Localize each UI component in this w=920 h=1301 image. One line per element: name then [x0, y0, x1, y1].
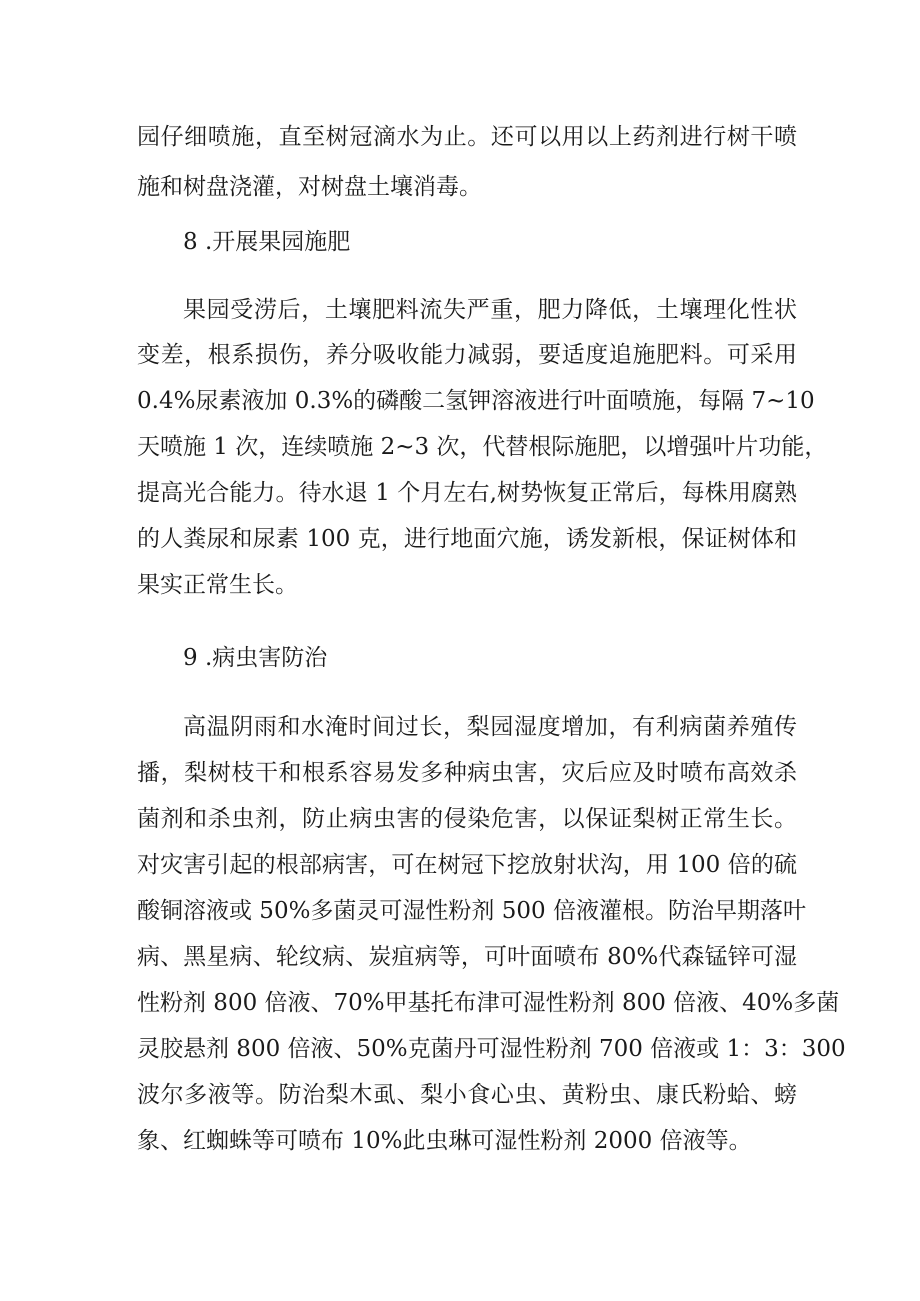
paragraph-line: 波尔多液等。防治梨木虱、梨小食心虫、黄粉虫、康氏粉蛤、螃 [137, 1082, 797, 1108]
paragraph-line: 天喷施 1 次，连续喷施 2~3 次，代替根际施肥，以增强叶片功能， [137, 434, 828, 460]
section-heading-pest-control: 9 .病虫害防治 [183, 645, 328, 671]
paragraph-line: 的人粪尿和尿素 100 克，进行地面穴施，诱发新根，保证树体和 [137, 526, 797, 552]
paragraph-line: 果园受涝后，土壤肥料流失严重，肥力降低，土壤理化性状 [183, 297, 797, 323]
paragraph-line: 菌剂和杀虫剂，防止病虫害的侵染危害，以保证梨树正常生长。 [137, 806, 797, 832]
paragraph-line: 施和树盘浇灌，对树盘土壤消毒。 [137, 174, 482, 200]
paragraph-line: 灵胶悬剂 800 倍液、50%克菌丹可湿性粉剂 700 倍液或 1：3：300 [137, 1036, 846, 1062]
paragraph-line: 果实正常生长。 [137, 572, 298, 598]
paragraph-line: 变差，根系损伤，养分吸收能力减弱，要适度追施肥料。可采用 [137, 342, 797, 368]
paragraph-line: 对灾害引起的根部病害，可在树冠下挖放射状沟，用 100 倍的硫 [137, 852, 797, 878]
paragraph-line: 病、黑星病、轮纹病、炭疽病等，可叶面喷布 80%代森锰锌可湿 [137, 944, 797, 970]
section-heading-fertilization: 8 .开展果园施肥 [183, 229, 351, 255]
paragraph-line: 象、红蜘蛛等可喷布 10%此虫琳可湿性粉剂 2000 倍液等。 [137, 1128, 752, 1154]
paragraph-line: 高温阴雨和水淹时间过长，梨园湿度增加，有利病菌养殖传 [183, 714, 797, 740]
paragraph-line: 播，梨树枝干和根系容易发多种病虫害，灾后应及时喷布高效杀 [137, 760, 797, 786]
paragraph-line: 0.4%尿素液加 0.3%的磷酸二氢钾溶液进行叶面喷施，每隔 7~10 [137, 388, 815, 414]
paragraph-line: 园仔细喷施，直至树冠滴水为止。还可以用以上药剂进行树干喷 [137, 124, 797, 150]
paragraph-line: 性粉剂 800 倍液、70%甲基托布津可湿性粉剂 800 倍液、40%多菌 [137, 990, 840, 1016]
paragraph-line: 提高光合能力。待水退 1 个月左右,树势恢复正常后，每株用腐熟 [137, 480, 797, 506]
paragraph-line: 酸铜溶液或 50%多菌灵可湿性粉剂 500 倍液灌根。防治早期落叶 [137, 898, 806, 924]
